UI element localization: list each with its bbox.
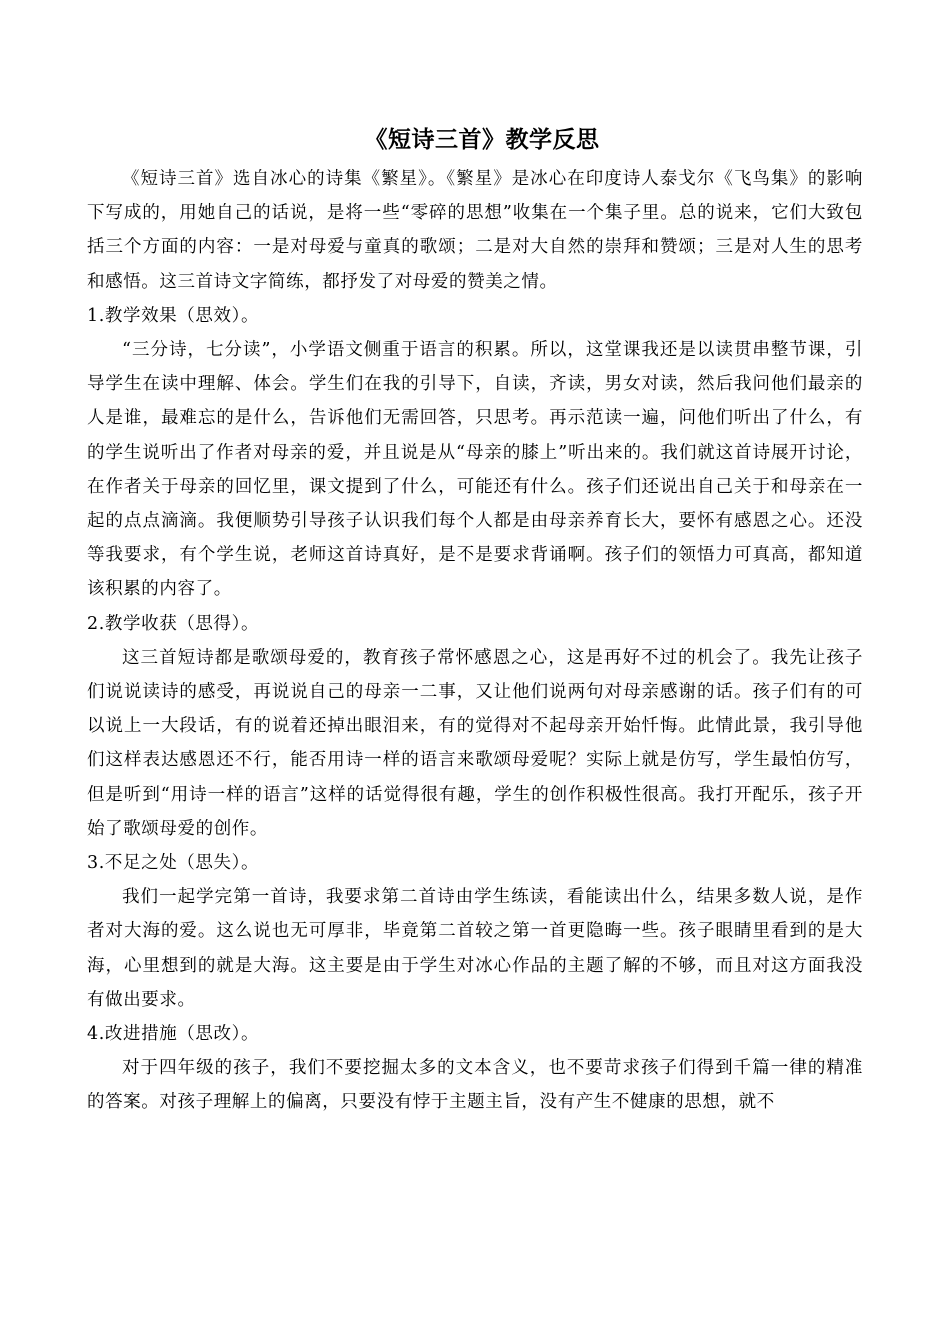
section-body-shortcomings: 我们一起学完第一首诗，我要求第二首诗由学生练读，看能读出什么，结果多数人说，是作者对大海的爱。这么说也无可厚非，毕竟第二首较之第一首更隐晦一些。孩子眼睛里看到的是大海，心里想到的就是大海。这主要是由于学生对冰心作品的主题了解的不够，而且对这方面我没有做出要求。 [87,887,863,1010]
section-heading-shortcomings: 3.不足之处（思失）。 [87,853,260,874]
page-title: 《短诗三首》教学反思 [364,126,600,153]
section-heading-gains: 2.教学收获（思得）。 [87,613,260,634]
section-heading-effect: 1.教学效果（思效）。 [87,305,260,326]
document-body [87,122,863,1120]
section-body-effect: “三分诗，七分读”，小学语文侧重于语言的积累。所以，这堂课我还是以读贯串整节课，引导学生在读中理解、体会。学生们在我的引导下，自读，齐读，男女对读，然后我问他们最亲的人是谁，最难忘的是什么，告诉他们无需回答，只思考。再示范读一遍，问他们听出了什么，有的学生说听出了作者对母亲的爱，并且说是从“母亲的膝上”听出来的。我们就这首诗展开讨论，在作者关于母亲的回忆里，课文提到了什么，可能还有什么。孩子们还说出自己关于和母亲在一起的点点滴滴。我便顺势引导孩子认识我们每个人都是由母亲养育长大，要怀有感恩之心。还没等我要求，有个学生说，老师这首诗真好，是不是要求背诵啊。孩子们的领悟力可真高，都知道该积累的内容了。 [87,340,863,600]
section-body-gains: 这三首短诗都是歌颂母爱的，教育孩子常怀感恩之心，这是再好不过的机会了。我先让孩子们说说读诗的感受，再说说自己的母亲一二事，又让他们说两句对母亲感谢的话。孩子们有的可以说上一大段话，有的说着还掉出眼泪来，有的觉得对不起母亲开始忏悔。此情此景，我引导他们这样表达感恩还不行，能否用诗一样的语言来歌颂母爱呢？实际上就是仿写，学生最怕仿写，但是听到“用诗一样的语言”这样的话觉得很有趣，学生的创作积极性很高。我打开配乐，孩子开始了歌颂母爱的创作。 [87,647,863,839]
section-body-improvements: 对于四年级的孩子，我们不要挖掘太多的文本含义，也不要苛求孩子们得到千篇一律的精准的答案。对孩子理解上的偏离，只要没有悖于主题主旨，没有产生不健康的思想，就不 [87,1058,863,1113]
section-heading-improvements: 4.改进措施（思改）。 [87,1024,260,1045]
intro-paragraph: 《短诗三首》选自冰心的诗集《繁星》。《繁星》是冰心在印度诗人泰戈尔《飞鸟集》的影响下写成的，用她自己的话说，是将一些“零碎的思想”收集在一个集子里。总的说来，它们大致包括三个方面的内容：一是对母爱与童真的歌颂；二是对大自然的崇拜和赞颂；三是对人生的思考和感悟。这三首诗文字简练，都抒发了对母爱的赞美之情。 [87,169,863,292]
